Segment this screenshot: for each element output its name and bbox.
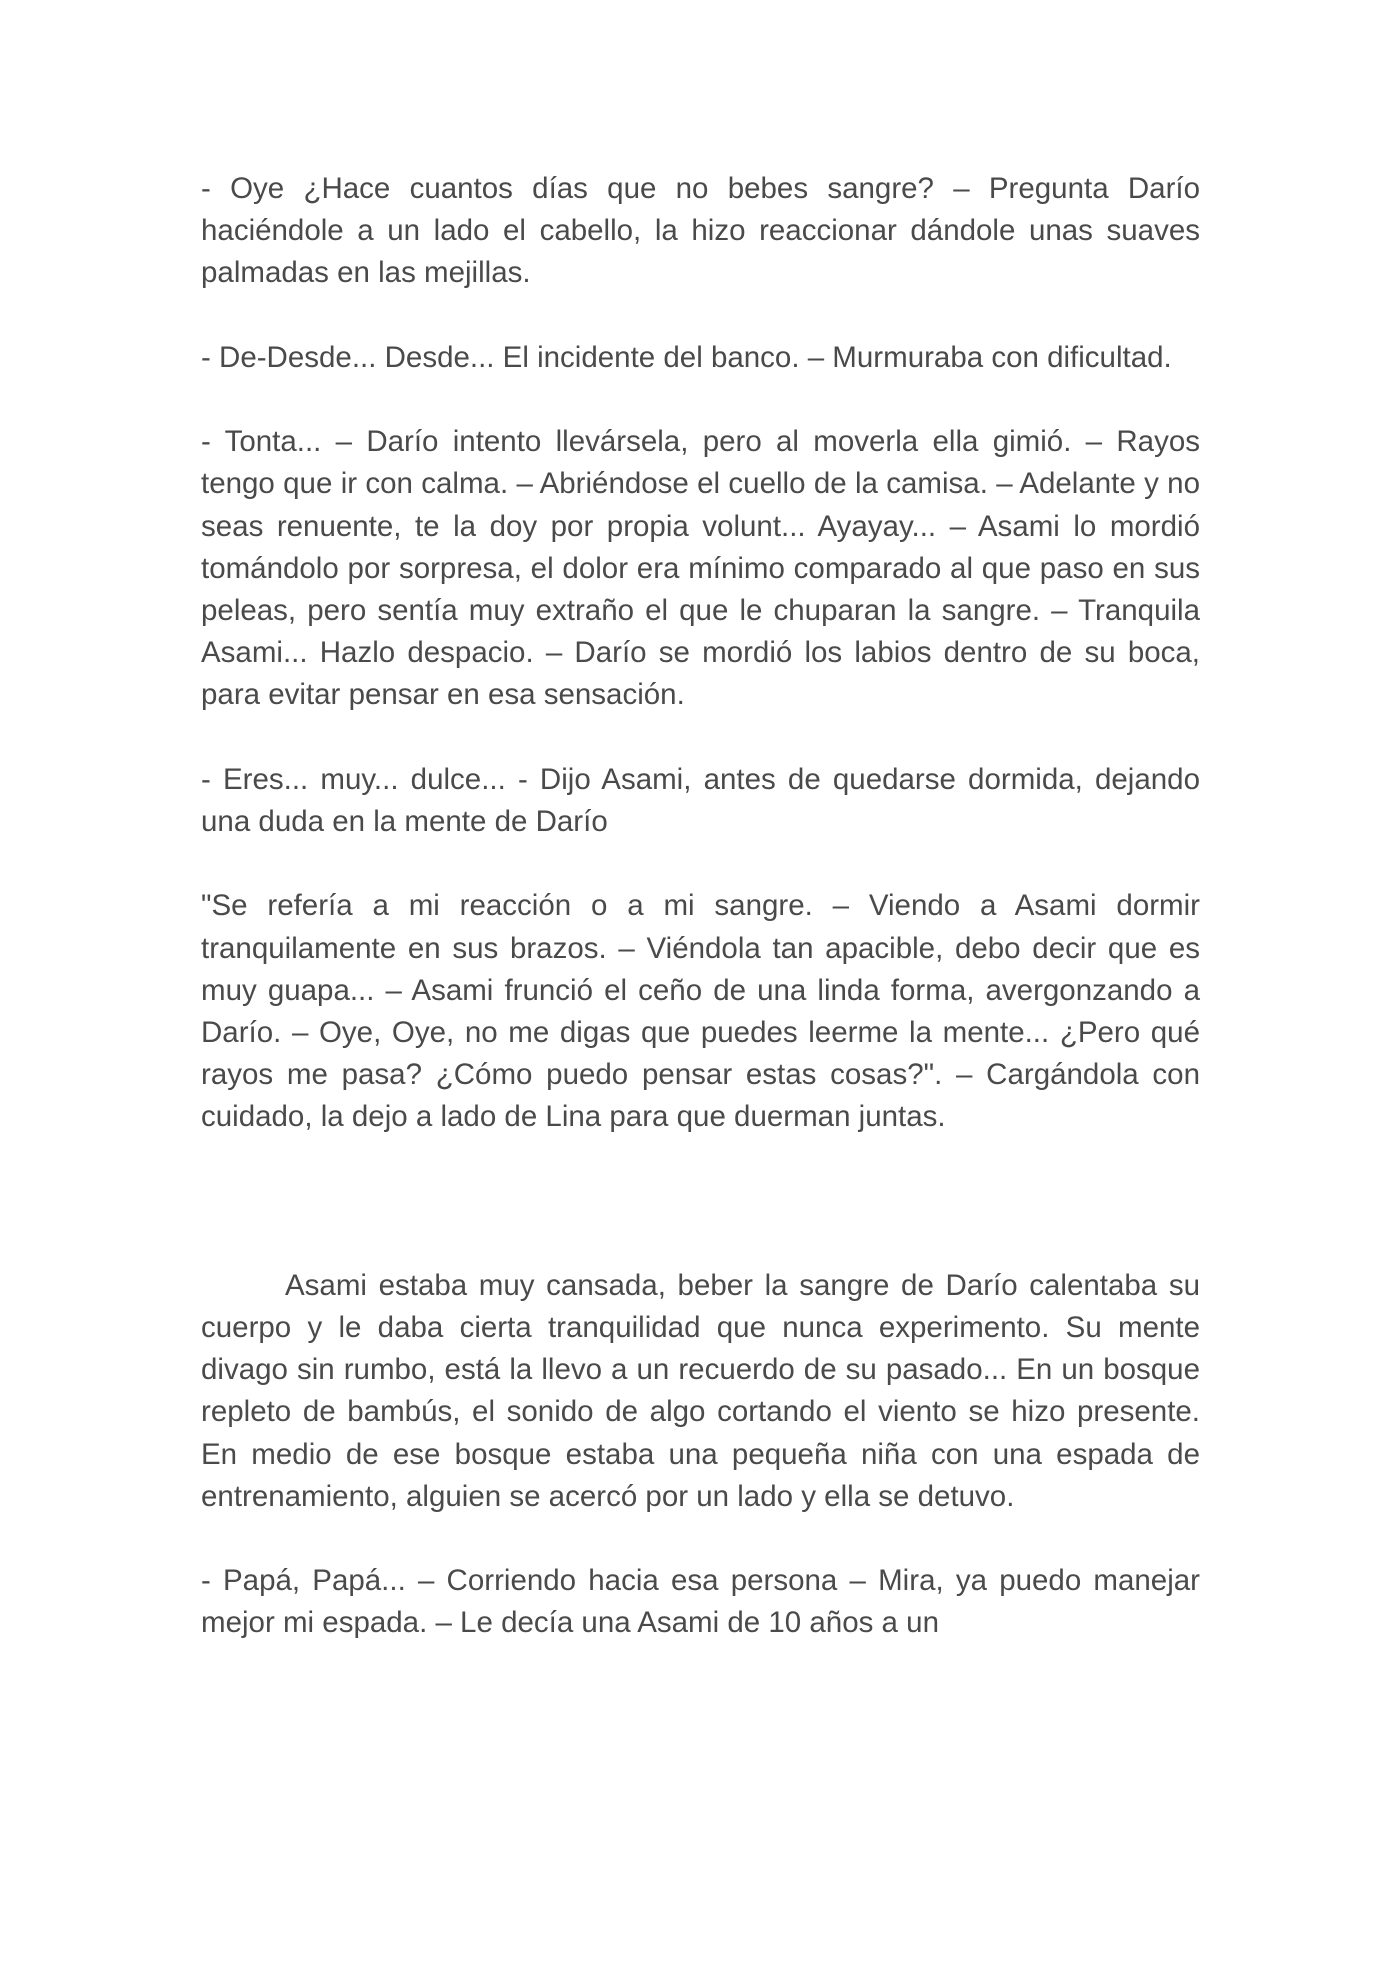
paragraph: - Eres... muy... dulce... - Dijo Asami, antes de quedarse dormida, dejando una duda en la mente de Darío <box>201 762 1200 838</box>
paragraph: - Tonta... – Darío intento llevársela, pero al moverla ella gimió. – Rayos tengo que ir con calma. – Abriéndose el cuello de la camisa. – Adelante y no seas renuente, te la doy por propia volunt... Ayayay... – Asami lo mordió tomándolo por sorpresa, el dolor era mínimo comparado al que paso en sus peleas, pero sentía muy extraño el que le chuparan la sangre. – Tranquila Asami... Hazlo despacio. – Darío se mordió los labios dentro de su boca, para evitar pensar en esa sensación. <box>201 425 1200 712</box>
paragraph: Asami estaba muy cansada, beber la sangre de Darío calentaba su cuerpo y le daba cierta tranquilidad que nunca experimento. Su mente divago sin rumbo, está la llevo a un recuerdo de su pasado... En un bosque repleto de bambús, el sonido de algo cortando el viento se hizo presente. En medio de ese bosque estaba una pequeña niña con una espada de entrenamiento, alguien se acercó por un lado y ella se detuvo. <box>201 1268 1200 1513</box>
paragraph: "Se refería a mi reacción o a mi sangre. – Viendo a Asami dormir tranquilamente en sus brazos. – Viéndola tan apacible, debo decir que es muy guapa... – Asami frunció el ceño de una linda forma, avergonzando a Darío. – Oye, Oye, no me digas que puedes leerme la mente... ¿Pero qué rayos me pasa? ¿Cómo puedo pensar estas cosas?". – Cargándola con cuidado, la dejo a lado de Lina para que duerman juntas. <box>201 889 1200 1134</box>
document-body <box>201 168 1200 1687</box>
paragraph: - De-Desde... Desde... El incidente del banco. – Murmuraba con dificultad. <box>201 340 1172 374</box>
paragraph: - Papá, Papá... – Corriendo hacia esa persona – Mira, ya puedo manejar mejor mi espada. – Le decía una Asami de 10 años a un <box>201 1564 1200 1640</box>
section-break <box>201 1181 1200 1265</box>
paragraph: - Oye ¿Hace cuantos días que no bebes sangre? – Pregunta Darío haciéndole a un lado el cabello, la hizo reaccionar dándole unas suaves palmadas en las mejillas. <box>201 172 1200 290</box>
